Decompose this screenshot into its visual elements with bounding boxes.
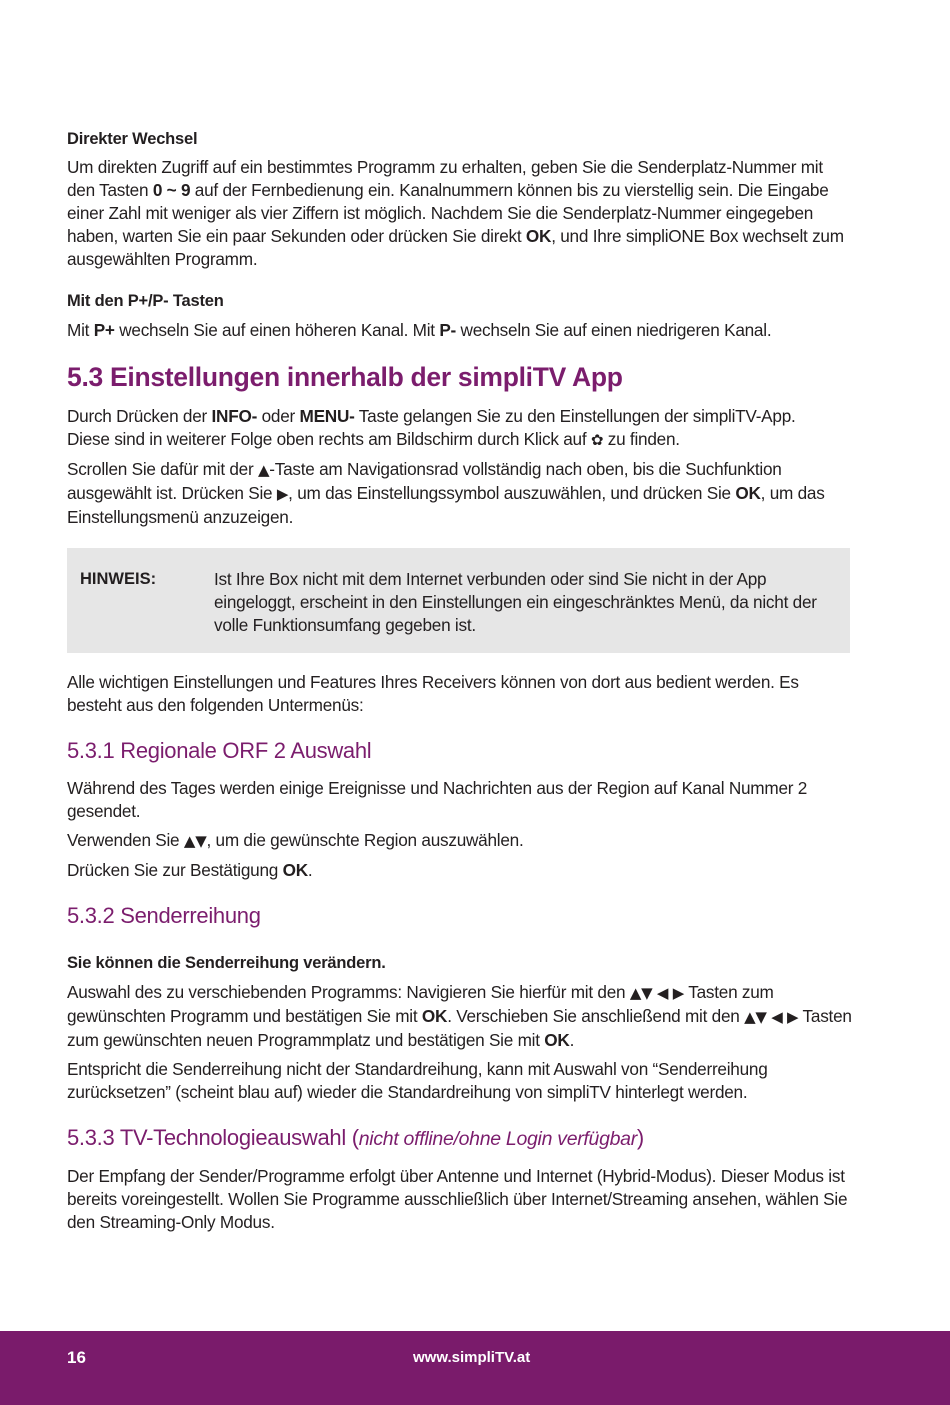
paragraph-5-3-2-auswahl: Auswahl des zu verschiebenden Programms: Navigieren Sie hierfür mit den ▲▼ ◀ ▶ Tasten zum gewünschten Programm und bestätigen Sie mit OK. Verschieben Sie anschließend mit den ▲▼ ◀ ▶ Tasten zum gewünschten neuen Programmplatz und bestätigen Sie mit OK. xyxy=(67,982,852,1050)
footer-bar xyxy=(0,1331,950,1405)
heading-5-3-3: 5.3.3 TV-Technologieauswahl (nicht offline/ohne Login verfügbar) xyxy=(67,1125,644,1150)
note-label: HINWEIS: xyxy=(80,570,157,588)
subhead-senderreihung: Sie können die Senderreihung verändern. xyxy=(67,954,386,972)
section-direkter-wechsel xyxy=(67,128,852,271)
arrows-icon: ▲▼ ◀ ▶ xyxy=(744,1008,799,1026)
heading-5-3-2: 5.3.2 Senderreihung xyxy=(67,903,261,928)
page-content xyxy=(67,128,852,1234)
paragraph-p-tasten: Mit P+ wechseln Sie auf einen höheren Kanal. Mit P- wechseln Sie auf einen niedrigeren Kanal. xyxy=(67,320,772,340)
paragraph-5-3-untermenues: Alle wichtigen Einstellungen und Features Ihres Receivers können von dort aus bedient werden. Es besteht aus den folgenden Untermenüs: xyxy=(67,672,799,715)
arrow-up-down-icon: ▲▼ xyxy=(183,832,207,850)
heading-5-3: 5.3 Einstellungen innerhalb der simpliTV App xyxy=(67,362,623,392)
arrow-right-icon: ▶ xyxy=(276,485,289,503)
paragraph-5-3-3: Der Empfang der Sender/Programme erfolgt über Antenne und Internet (Hybrid-Modus). Dieser Modus ist bereits voreingestellt. Wollen Sie Programme ausschließlich über Internet/Streaming ansehen, wählen Sie den Streaming-Only Modus. xyxy=(67,1166,848,1232)
note-text: Ist Ihre Box nicht mit dem Internet verbunden oder sind Sie nicht in der App eingeloggt, erscheint in den Einstellungen ein eingeschränktes Menü, da nicht der volle Funktionsumfang gegeben ist. xyxy=(214,569,817,635)
paragraph-5-3-scroll: Scrollen Sie dafür mit der ▲-Taste am Navigationsrad vollständig nach oben, bis die Suchfunktion ausgewählt ist. Drücken Sie ▶, um das Einstellungssymbol auszuwählen, und drücken Sie OK, um das Einstellungsmenü anzuzeigen. xyxy=(67,459,825,527)
paragraph-5-3-1-region: Während des Tages werden einige Ereignisse und Nachrichten aus der Region auf Kanal Nummer 2 gesendet. xyxy=(67,778,808,821)
paragraph-5-3-1-verwenden: Verwenden Sie ▲▼, um die gewünschte Region auszuwählen. xyxy=(67,830,524,850)
section-p-tasten xyxy=(67,290,852,342)
note-box xyxy=(67,548,850,653)
website-url: www.simpliTV.at xyxy=(413,1349,531,1366)
heading-5-3-1: 5.3.1 Regionale ORF 2 Auswahl xyxy=(67,738,372,763)
paragraph-5-3-info: Durch Drücken der INFO- oder MENU- Taste gelangen Sie zu den Einstellungen der simpliTV-App. Diese sind in weiterer Folge oben rechts am Bildschirm durch Klick auf ✿ zu finden. xyxy=(67,406,796,449)
gear-icon: ✿ xyxy=(590,431,604,449)
paragraph-direkter-wechsel: Um direkten Zugriff auf ein bestimmtes Programm zu erhalten, geben Sie die Senderplatz-Nummer mit den Tasten 0 ~ 9 auf der Fernbedienung ein. Kanalnummern können bis zu vierstellig sein. Die Eingabe einer Zahl mit weniger als vier Ziffern ist möglich. Nachdem Sie die Senderplatz-Nummer eingegeben haben, warten Sie ein paar Sekunden oder drücken Sie direkt OK, und Ihre simpliONE Box wechselt zum ausgewählten Programm. xyxy=(67,157,844,269)
paragraph-5-3-2-standard: Entspricht die Senderreihung nicht der Standardreihung, kann mit Auswahl von “Senderreihung zurücksetzen” (scheint blau auf) wieder die Standardreihung von simpliTV hinterlegt werden. xyxy=(67,1059,768,1102)
subhead-direkter-wechsel: Direkter Wechsel xyxy=(67,130,198,148)
subhead-p-tasten: Mit den P+/P- Tasten xyxy=(67,292,224,310)
paragraph-5-3-1-bestaetigung: Drücken Sie zur Bestätigung OK. xyxy=(67,860,313,880)
arrow-up-icon: ▲ xyxy=(258,461,270,479)
arrows-icon: ▲▼ ◀ ▶ xyxy=(629,984,685,1002)
page-number: 16 xyxy=(67,1348,86,1367)
